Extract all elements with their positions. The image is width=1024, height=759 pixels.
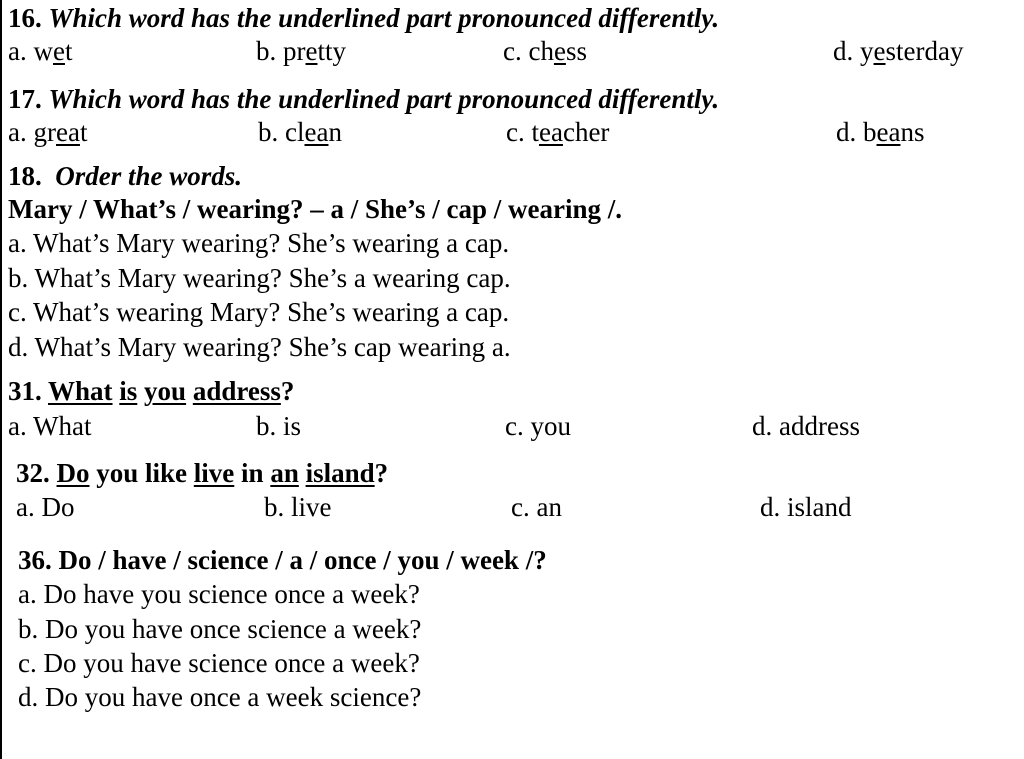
underlined-word: What <box>48 376 113 406</box>
question-18-title <box>8 160 242 192</box>
option-b[interactable]: b. live <box>264 492 332 522</box>
option-a[interactable]: a. wet <box>8 36 73 66</box>
option-c[interactable]: c. an <box>511 492 562 522</box>
underlined-word: you <box>144 376 187 406</box>
option-d[interactable]: d. Do you have once a week science? <box>18 682 422 712</box>
option-a[interactable]: a. What’s Mary wearing? She’s wearing a cap. <box>8 228 510 258</box>
option-c[interactable]: c. What’s wearing Mary? She’s wearing a cap. <box>8 297 510 327</box>
option-a[interactable]: a. Do have you science once a week? <box>18 579 420 609</box>
option-a[interactable]: a. What <box>8 411 92 441</box>
underlined-word: an <box>270 458 299 488</box>
option-c[interactable]: c. Do you have science once a week? <box>18 648 420 678</box>
underlined-word: island <box>305 458 375 488</box>
option-d[interactable]: d. What’s Mary wearing? She’s cap wearing a. <box>8 332 511 362</box>
option-b[interactable]: b. clean <box>258 117 342 147</box>
question-32-title: 32. Do you like live in an island? <box>16 458 389 488</box>
option-c[interactable]: c. chess <box>503 36 587 66</box>
option-b[interactable]: b. is <box>256 411 302 441</box>
underlined-word: is <box>119 376 138 406</box>
option-d[interactable]: d. yesterday <box>833 36 964 66</box>
option-b[interactable]: b. What’s Mary wearing? She’s a wearing cap. <box>8 263 511 293</box>
question-16-title <box>8 2 719 34</box>
option-a[interactable]: a. Do <box>16 492 75 522</box>
underlined-word: address <box>192 376 281 406</box>
page-border <box>0 0 2 759</box>
option-b[interactable]: b. pretty <box>256 36 346 66</box>
option-d[interactable]: d. beans <box>836 117 925 147</box>
question-17-title <box>8 83 719 115</box>
option-c[interactable]: c. teacher <box>506 117 610 147</box>
option-d[interactable]: d. island <box>760 492 852 522</box>
question-number: 17. <box>8 84 42 114</box>
question-instruction: Which word has the underlined part pronounced differently. <box>48 84 720 114</box>
question-number: 18. <box>8 161 42 191</box>
option-a[interactable]: a. great <box>8 117 88 147</box>
underlined-word: Do <box>56 458 90 488</box>
option-c[interactable]: c. you <box>505 411 571 441</box>
option-d[interactable]: d. address <box>752 411 860 441</box>
question-31-title: 31. What is you address? <box>8 376 295 406</box>
underlined-word: live <box>193 458 235 488</box>
question-36-title: 36. Do / have / science / a / once / you / week /? <box>18 545 547 575</box>
question-instruction: Which word has the underlined part pronounced differently. <box>48 3 720 33</box>
question-instruction: Order the words. <box>55 161 243 191</box>
option-b[interactable]: b. Do you have once science a week? <box>18 614 422 644</box>
question-number: 16. <box>8 3 42 33</box>
question-18-prompt: Mary / What’s / wearing? – a / She’s / cap / wearing /. <box>8 194 622 224</box>
